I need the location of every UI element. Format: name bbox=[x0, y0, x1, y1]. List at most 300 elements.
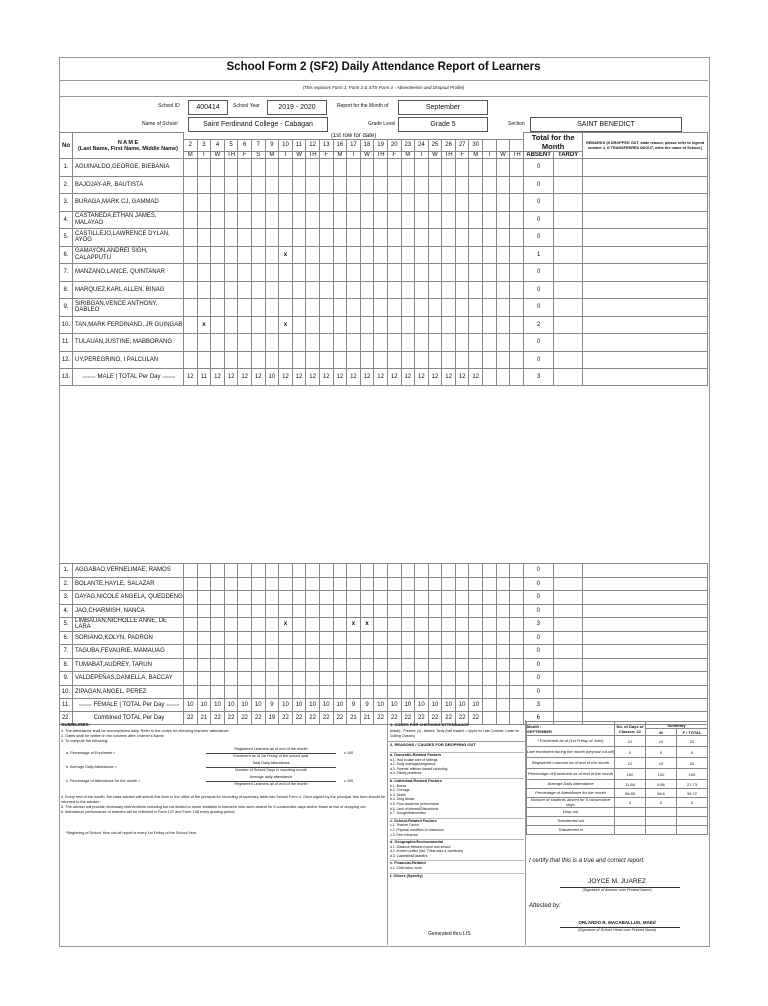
attendance-cell bbox=[483, 194, 497, 212]
attendance-cell bbox=[360, 351, 374, 369]
attendance-cell bbox=[251, 264, 265, 282]
attendance-cell bbox=[333, 194, 347, 212]
day-of-week: W bbox=[292, 152, 306, 159]
attendance-cell bbox=[265, 211, 279, 229]
attendance-cell bbox=[333, 672, 347, 686]
attendance-cell bbox=[483, 618, 497, 632]
attendance-cell bbox=[224, 685, 238, 699]
attendance-cell bbox=[510, 699, 524, 712]
tardy-total bbox=[553, 631, 582, 645]
attendance-cell bbox=[197, 176, 211, 194]
attendance-cell bbox=[428, 246, 442, 264]
attendance-cell bbox=[387, 299, 401, 317]
attendance-cell bbox=[238, 176, 252, 194]
summary-total bbox=[677, 826, 708, 835]
attendance-cell bbox=[483, 264, 497, 282]
attendance-cell bbox=[415, 281, 429, 299]
attendance-cell bbox=[292, 577, 306, 591]
attendance-cell bbox=[483, 211, 497, 229]
school-head-caption: (Signature of School Head over Printed Name) bbox=[577, 928, 657, 932]
guideline-line: 2. Dates shall be written in the columns after Learner's Name. bbox=[61, 734, 165, 738]
learner-name: SIRIBGAN,VENCE ANTHONY, DABLEO bbox=[73, 299, 184, 317]
attendance-cell bbox=[292, 299, 306, 317]
attendance-cell bbox=[442, 631, 456, 645]
guidelines-list bbox=[61, 729, 386, 744]
attendance-cell bbox=[415, 351, 429, 369]
attendance-cell bbox=[265, 281, 279, 299]
attendance-cell bbox=[224, 564, 238, 578]
school-id-field: 400414 bbox=[188, 100, 228, 115]
reason-item: b.2. Overage bbox=[390, 788, 410, 793]
attendance-cell bbox=[360, 334, 374, 352]
attendance-cell bbox=[184, 299, 198, 317]
day-total: 12 bbox=[415, 369, 429, 386]
section-label: Section bbox=[508, 121, 525, 127]
attendance-cell bbox=[333, 316, 347, 334]
remarks-cell bbox=[583, 176, 708, 194]
absent-total: 0 bbox=[524, 281, 554, 299]
attendance-cell bbox=[347, 229, 361, 247]
table-row bbox=[60, 229, 708, 247]
attendance-cell bbox=[184, 645, 198, 659]
summary-row-label: * Enrolment as of (1st Friday of June) bbox=[527, 736, 615, 747]
attendance-cell bbox=[360, 591, 374, 605]
attendance-cell bbox=[455, 672, 469, 686]
attendance-cell bbox=[442, 211, 456, 229]
attendance-cell bbox=[211, 351, 225, 369]
attendance-cell bbox=[279, 334, 293, 352]
summary-m: 0 bbox=[615, 747, 646, 758]
attendance-cell bbox=[319, 194, 333, 212]
attendance-cell bbox=[211, 658, 225, 672]
day-of-week: T bbox=[347, 152, 361, 159]
attendance-cell bbox=[483, 246, 497, 264]
attendance-cell bbox=[469, 658, 483, 672]
summary-row bbox=[527, 758, 708, 769]
attendance-cell bbox=[184, 334, 198, 352]
absent-mark: x bbox=[360, 618, 374, 632]
table-row bbox=[60, 631, 708, 645]
day-of-week: T bbox=[415, 152, 429, 159]
attendance-cell bbox=[238, 316, 252, 334]
attendance-cell bbox=[401, 591, 415, 605]
attendance-cell bbox=[496, 645, 510, 659]
absent-mark: x bbox=[279, 618, 293, 632]
attendance-cell bbox=[347, 645, 361, 659]
remarks-cell bbox=[582, 618, 707, 632]
attendance-cell bbox=[251, 672, 265, 686]
attendance-cell bbox=[265, 685, 279, 699]
attendance-cell bbox=[197, 334, 211, 352]
reason-group-title: e. Financial-Related bbox=[390, 860, 524, 866]
attendance-cell bbox=[483, 685, 497, 699]
attendance-cell bbox=[251, 577, 265, 591]
formula-a-x100: x 100 bbox=[344, 751, 354, 755]
attendance-cell bbox=[197, 604, 211, 618]
day-total: 10 bbox=[279, 699, 293, 712]
attendance-cell bbox=[496, 299, 510, 317]
attendance-cell bbox=[455, 685, 469, 699]
attendance-cell bbox=[211, 246, 225, 264]
summary-f bbox=[646, 826, 677, 835]
attendance-cell bbox=[428, 604, 442, 618]
attendance-cell bbox=[496, 316, 510, 334]
attendance-cell bbox=[279, 194, 293, 212]
attendance-cell bbox=[251, 631, 265, 645]
attendance-cell bbox=[224, 211, 238, 229]
attendance-cell bbox=[333, 246, 347, 264]
attendance-cell bbox=[455, 264, 469, 282]
summary-m bbox=[615, 808, 646, 817]
tardy-total bbox=[554, 334, 583, 352]
day-total: 10 bbox=[224, 699, 238, 712]
tardy-total bbox=[554, 369, 583, 386]
learner-name: JAO,CHARMISH, NANCA bbox=[73, 604, 184, 618]
attendance-cell bbox=[374, 264, 388, 282]
table-row bbox=[60, 564, 708, 578]
attendance-cell bbox=[374, 618, 388, 632]
attendance-cell bbox=[442, 176, 456, 194]
day-total: 12 bbox=[469, 369, 483, 386]
remarks-cell bbox=[582, 699, 707, 712]
attendance-cell bbox=[401, 316, 415, 334]
day-of-week: T bbox=[197, 152, 211, 159]
tardy-total bbox=[553, 658, 582, 672]
attendance-cell bbox=[197, 591, 211, 605]
attendance-cell bbox=[428, 564, 442, 578]
attendance-cell bbox=[292, 316, 306, 334]
attendance-cell bbox=[455, 281, 469, 299]
day-total: 12 bbox=[374, 369, 388, 386]
attendance-cell bbox=[333, 604, 347, 618]
attendance-cell bbox=[387, 351, 401, 369]
month-field: September bbox=[398, 100, 488, 115]
attendance-cell bbox=[211, 159, 225, 177]
absent-total: 0 bbox=[524, 159, 554, 177]
summary-col-f-total: F / TOTAL bbox=[677, 729, 708, 736]
formula-c bbox=[66, 776, 386, 788]
attendance-cell bbox=[455, 316, 469, 334]
day-number: 16 bbox=[333, 139, 347, 151]
absent-total: 0 bbox=[523, 631, 553, 645]
attendance-cell bbox=[184, 658, 198, 672]
attendance-cell bbox=[306, 281, 320, 299]
attendance-cell bbox=[428, 211, 442, 229]
summary-row-label: Average Daily Attendance bbox=[527, 780, 615, 789]
attendance-cell bbox=[455, 211, 469, 229]
attendance-cell bbox=[428, 176, 442, 194]
attendance-cell bbox=[238, 159, 252, 177]
day-total: 22 bbox=[279, 712, 293, 725]
attendance-cell bbox=[387, 211, 401, 229]
absent-mark: x bbox=[347, 618, 361, 632]
day-total: 22 bbox=[442, 712, 456, 725]
attendance-cell bbox=[401, 351, 415, 369]
table-row bbox=[60, 351, 708, 369]
summary-total: 0 bbox=[677, 747, 708, 758]
total-row bbox=[60, 699, 708, 712]
attendance-cell bbox=[224, 334, 238, 352]
attendance-cell bbox=[319, 176, 333, 194]
attendance-cell bbox=[251, 618, 265, 632]
attendance-cell bbox=[211, 334, 225, 352]
absent-total: 0 bbox=[523, 658, 553, 672]
grade-field: Grade 5 bbox=[398, 117, 488, 132]
attendance-cell bbox=[387, 604, 401, 618]
attendance-cell bbox=[510, 351, 524, 369]
absent-total: 3 bbox=[523, 699, 553, 712]
attendance-cell bbox=[224, 246, 238, 264]
attendance-cell bbox=[483, 645, 497, 659]
name-header: N A M E (Last Name, First Name, Middle Name) bbox=[73, 133, 184, 159]
attendance-cell bbox=[251, 299, 265, 317]
attendance-cell bbox=[265, 334, 279, 352]
remarks-cell bbox=[582, 645, 707, 659]
tardy-total bbox=[554, 246, 583, 264]
attendance-cell bbox=[184, 211, 198, 229]
attendance-cell bbox=[428, 658, 442, 672]
attendance-cell bbox=[415, 577, 429, 591]
learner-name: TULAUAN,JUSTINE, MABBORANG bbox=[73, 334, 184, 352]
attendance-cell bbox=[292, 672, 306, 686]
attendance-cell bbox=[197, 564, 211, 578]
school-head-name: ORLANDO R. MACABALLUG, MAEd bbox=[578, 920, 656, 925]
attendance-cell bbox=[415, 229, 429, 247]
table-row bbox=[60, 591, 708, 605]
codes-desc: (blank) - Present; (x) - Absent; Tardy (half shaded = Upper for Late Commer, Lower for Cutting Classes) bbox=[390, 729, 520, 738]
attendance-cell bbox=[184, 631, 198, 645]
attendance-cell bbox=[347, 281, 361, 299]
attendance-cell bbox=[374, 176, 388, 194]
attendance-cell bbox=[265, 591, 279, 605]
reason-item: d.3. Calamities/Disasters bbox=[390, 853, 428, 858]
attendance-cell bbox=[469, 564, 483, 578]
attendance-cell bbox=[455, 176, 469, 194]
attendance-cell bbox=[238, 577, 252, 591]
day-number: 30 bbox=[469, 139, 483, 151]
day-total: 12 bbox=[279, 369, 293, 386]
guideline-line: 3. To compute the following: bbox=[61, 739, 108, 743]
attendance-cell bbox=[251, 246, 265, 264]
attendance-cell bbox=[510, 604, 524, 618]
attendance-cell bbox=[483, 176, 497, 194]
day-total: 12 bbox=[319, 369, 333, 386]
attendance-cell bbox=[360, 658, 374, 672]
attendance-cell bbox=[469, 246, 483, 264]
summary-month-label: Month : bbox=[527, 723, 542, 729]
attendance-cell bbox=[374, 194, 388, 212]
remarks-cell bbox=[583, 246, 708, 264]
attendance-cell bbox=[360, 159, 374, 177]
attendance-cell bbox=[510, 564, 524, 578]
tardy-total bbox=[554, 281, 583, 299]
day-total: 10 bbox=[211, 699, 225, 712]
attendance-cell bbox=[265, 246, 279, 264]
table-row bbox=[60, 645, 708, 659]
attendance-cell bbox=[401, 264, 415, 282]
attendance-cell bbox=[442, 264, 456, 282]
attendance-cell bbox=[387, 334, 401, 352]
attendance-cell bbox=[496, 577, 510, 591]
day-of-week: F bbox=[455, 152, 469, 159]
attendance-cell bbox=[347, 577, 361, 591]
day-total: 10 bbox=[455, 699, 469, 712]
attendance-cell bbox=[428, 264, 442, 282]
attendance-cell bbox=[415, 194, 429, 212]
attendance-cell bbox=[224, 316, 238, 334]
attendance-cell bbox=[238, 645, 252, 659]
summary-total: 98.72 bbox=[677, 789, 708, 798]
attendance-cell bbox=[469, 176, 483, 194]
attendance-cell bbox=[211, 645, 225, 659]
summary-f: 98.6 bbox=[646, 789, 677, 798]
attendance-cell bbox=[184, 281, 198, 299]
attendance-cell bbox=[510, 281, 524, 299]
attendance-cell bbox=[251, 591, 265, 605]
reason-item: a.4. Family problems bbox=[390, 771, 422, 776]
attendance-cell bbox=[469, 334, 483, 352]
attendance-cell bbox=[510, 658, 524, 672]
attendance-cell bbox=[238, 211, 252, 229]
attendance-cell bbox=[224, 194, 238, 212]
attendance-cell bbox=[211, 264, 225, 282]
attendance-cell bbox=[360, 316, 374, 334]
attendance-cell bbox=[415, 591, 429, 605]
attendance-cell bbox=[319, 334, 333, 352]
tardy-total bbox=[553, 618, 582, 632]
attendance-cell bbox=[279, 229, 293, 247]
attendance-cell bbox=[197, 672, 211, 686]
attendance-cell bbox=[279, 645, 293, 659]
attendance-cell bbox=[469, 618, 483, 632]
absent-mark: x bbox=[197, 316, 211, 334]
attendance-cell bbox=[265, 316, 279, 334]
day-of-week: W bbox=[211, 152, 225, 159]
summary-row bbox=[527, 817, 708, 826]
attendance-cell bbox=[292, 618, 306, 632]
arrow-right: =====> bbox=[166, 702, 179, 707]
summary-col-m: M bbox=[646, 729, 677, 736]
attendance-cell bbox=[374, 604, 388, 618]
attendance-cell bbox=[415, 299, 429, 317]
learner-name: SORIANO,KOLYN, PADRON bbox=[73, 631, 184, 645]
attendance-cell bbox=[455, 229, 469, 247]
summary-total bbox=[677, 808, 708, 817]
attendance-cell bbox=[333, 211, 347, 229]
attendance-cell bbox=[455, 299, 469, 317]
attendance-cell bbox=[415, 645, 429, 659]
attendance-cell bbox=[469, 316, 483, 334]
attendance-cell bbox=[415, 564, 429, 578]
remarks-cell bbox=[583, 299, 708, 317]
day-total: 9 bbox=[265, 699, 279, 712]
attendance-cell bbox=[387, 631, 401, 645]
attendance-cell bbox=[333, 159, 347, 177]
attendance-cell bbox=[211, 631, 225, 645]
attendance-cell bbox=[184, 316, 198, 334]
adviser-caption: (Signature of Adviser over Printed Name) bbox=[582, 888, 652, 892]
attendance-cell bbox=[483, 316, 497, 334]
attendance-cell bbox=[455, 159, 469, 177]
school-year-label: School Year bbox=[233, 103, 260, 109]
arrow-left: <===== bbox=[79, 702, 92, 707]
attendance-cell bbox=[496, 699, 510, 712]
table-row bbox=[60, 264, 708, 282]
attendance-cell bbox=[251, 351, 265, 369]
attendance-cell bbox=[428, 194, 442, 212]
summary-days-label: No. of Days of Classes: 22 bbox=[615, 722, 646, 736]
table-row bbox=[60, 211, 708, 229]
attendance-cell bbox=[224, 672, 238, 686]
day-of-week: F bbox=[238, 152, 252, 159]
attendance-cell bbox=[292, 564, 306, 578]
attendance-cell bbox=[306, 658, 320, 672]
attendance-cell bbox=[265, 577, 279, 591]
attendance-cell bbox=[374, 577, 388, 591]
attendance-cell bbox=[387, 316, 401, 334]
attendance-cell bbox=[510, 712, 524, 725]
attendance-cell bbox=[347, 194, 361, 212]
absent-total: 0 bbox=[524, 211, 554, 229]
attendance-cell bbox=[319, 351, 333, 369]
attendance-cell bbox=[347, 658, 361, 672]
attendance-cell bbox=[401, 281, 415, 299]
attendance-cell bbox=[496, 176, 510, 194]
day-of-week: W bbox=[428, 152, 442, 159]
attendance-cell bbox=[306, 564, 320, 578]
attendance-cell bbox=[483, 591, 497, 605]
day-total: 12 bbox=[347, 369, 361, 386]
attendance-cell bbox=[238, 299, 252, 317]
attendance-cell bbox=[347, 211, 361, 229]
tardy-total bbox=[553, 672, 582, 686]
learner-name: MARQUEZ,KARL ALLEN, BINAG bbox=[73, 281, 184, 299]
attendance-cell bbox=[442, 604, 456, 618]
day-number: 19 bbox=[374, 139, 388, 151]
attendance-cell bbox=[455, 618, 469, 632]
guideline-line: 5. The adviser will provide necessary interventions including but not limited to home visitation to learner/s who were absent for 5 consecutive days and/or those at risk of dropping out. bbox=[61, 805, 367, 809]
attendance-cell bbox=[496, 351, 510, 369]
school-id-label: School ID bbox=[158, 103, 180, 109]
learner-name: DAYAG,NICOLE ANGELA, QUEDDENG bbox=[73, 591, 184, 605]
attendance-cell bbox=[238, 672, 252, 686]
attendance-cell bbox=[251, 645, 265, 659]
attendance-cell bbox=[347, 631, 361, 645]
attendance-cell bbox=[401, 604, 415, 618]
attendance-cell bbox=[211, 685, 225, 699]
attendance-cell bbox=[319, 264, 333, 282]
attendance-cell bbox=[251, 334, 265, 352]
attendance-cell bbox=[333, 658, 347, 672]
attendance-cell bbox=[510, 229, 524, 247]
day-total: 22 bbox=[211, 712, 225, 725]
attendance-cell bbox=[442, 351, 456, 369]
attendance-cell bbox=[360, 577, 374, 591]
attendance-cell bbox=[496, 211, 510, 229]
attendance-cell bbox=[319, 631, 333, 645]
attendance-cell bbox=[292, 604, 306, 618]
absent-header: ABSENT bbox=[524, 152, 554, 159]
formula-c-x100: x 100 bbox=[344, 779, 354, 783]
attendance-cell bbox=[442, 564, 456, 578]
attendance-cell bbox=[238, 631, 252, 645]
female-attendance-table bbox=[59, 563, 708, 725]
attendance-cell bbox=[184, 577, 198, 591]
day-total: 22 bbox=[238, 712, 252, 725]
row-number: 4. bbox=[60, 211, 73, 229]
day-total: 10 bbox=[184, 699, 198, 712]
absent-total: 0 bbox=[524, 194, 554, 212]
